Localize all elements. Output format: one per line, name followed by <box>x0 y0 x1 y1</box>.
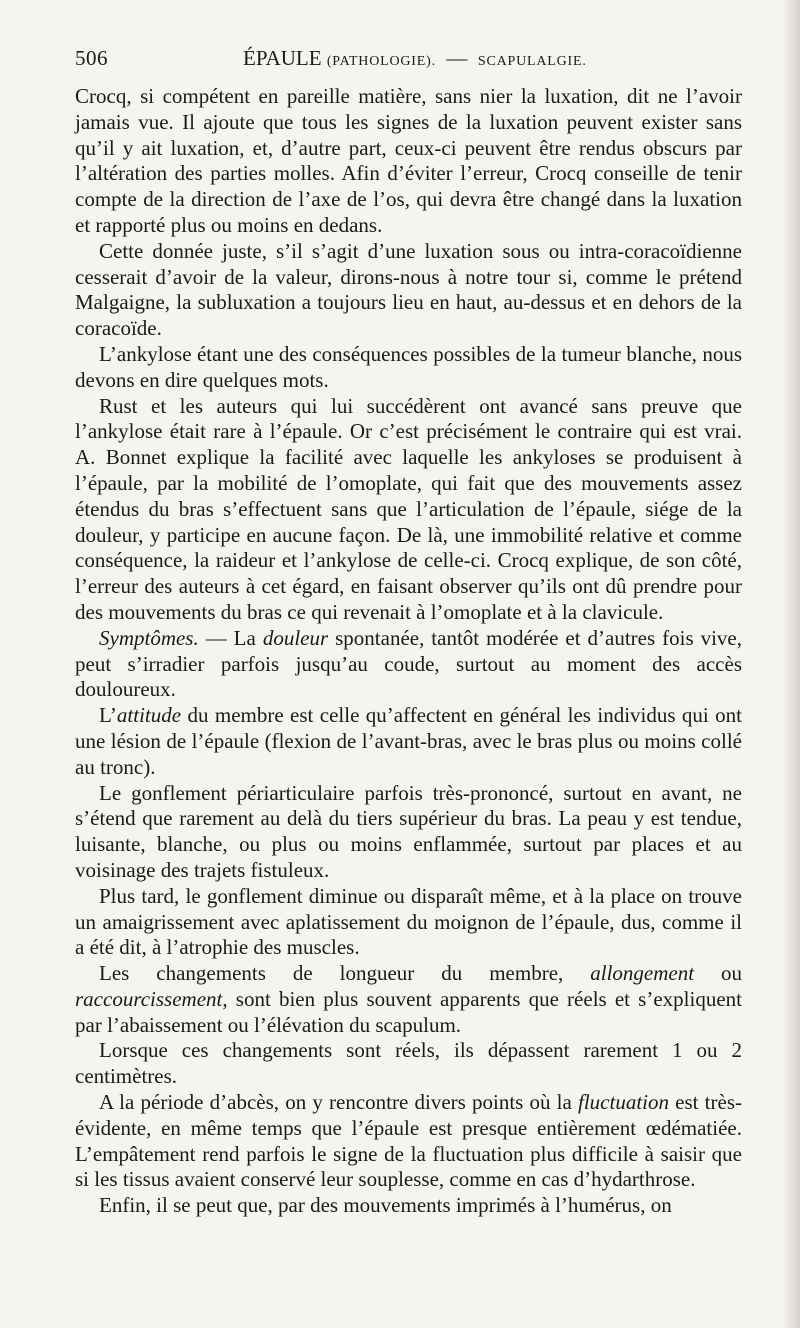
paragraph-text: Enfin, il se peut que, par des mouvements imprimés à l’humérus, on <box>99 1193 672 1218</box>
italic-term: fluctuation <box>578 1090 669 1115</box>
paragraph-text: A la période d’abcès, on y rencontre divers points où la <box>99 1090 578 1115</box>
italic-term: douleur <box>262 625 329 650</box>
paragraph-text: est très-évidente, en même temps que l’épaule est presque entièrement œdématiée. L’empâtement rend parfois le signe de la fluctuation plus difficile à saisir que si les tissus avaient conservé leur souplesse, comme en cas d’hydarthrose. <box>75 1090 742 1192</box>
header-section: (PATHOLOGIE). <box>326 54 436 69</box>
paragraph-text: Crocq, si compétent en pareille matière, sans nier la luxation, dit ne l’avoir jamais vue. Il ajoute que tous les signes de la luxation peuvent exister sans qu’il y ait luxation, et, d’autre part, ceux-ci peuvent être rendus obscurs par l’altération des parties molles. Afin d’éviter l’erreur, Crocq conseille de tenir compte de la direction de l’axe de l’os, qui devra être changé dans la luxation et rapporté plus ou moins en dedans. <box>75 84 742 237</box>
paragraph-9 <box>75 961 742 1038</box>
italic-term: attitude <box>116 703 182 728</box>
paragraph-2 <box>75 239 742 342</box>
paragraph-text: du membre est celle qu’affectent en général les individus qui ont une lésion de l’épaule (flexion de l’avant-bras, avec le bras plus ou moins collé au tronc). <box>75 703 742 779</box>
italic-term: raccourcissement <box>75 986 223 1011</box>
paragraph-5 <box>75 626 742 703</box>
paragraph-12 <box>75 1193 742 1219</box>
paragraph-text: Plus tard, le gonflement diminue ou disparaît même, et à la place on trouve un amaigrissement avec aplatissement du moignon de l’épaule, dus, comme il a été dit, à l’atrophie des muscles. <box>75 883 742 960</box>
page-number: 506 <box>75 46 108 70</box>
running-header <box>75 46 740 76</box>
paragraph-text: Le gonflement périarticulaire parfois très-prononcé, surtout en avant, ne s’étend que rarement au delà du tiers supérieur du bras. La peau y est tendue, luisante, blanche, ou plus ou moins enflammée, surtout par places et au voisinage des trajets fistuleux. <box>75 780 742 882</box>
paragraph-text: spontanée, tantôt modérée et d’autres fois vive, peut s’irradier parfois jusqu’au coude, surtout au moment des accès douloureux. <box>75 625 742 702</box>
paragraph-text: Cette donnée juste, s’il s’agit d’une luxation sous ou intra-coracoïdienne cesserait d’avoir de la valeur, dirons-nous à notre tour si, comme le prétend Malgaigne, la subluxation a toujours lieu en haut, au-dessus et en dehors de la coracoïde. <box>75 238 742 341</box>
paragraph-4 <box>75 394 742 626</box>
paragraph-10 <box>75 1038 742 1090</box>
paragraph-6 <box>75 703 742 780</box>
paragraph-3 <box>75 342 742 394</box>
paragraph-text: L’ankylose étant une des conséquences possibles de la tumeur blanche, nous devons en dire quelques mots. <box>75 341 742 392</box>
paragraph-text: Rust et les auteurs qui lui succédèrent ont avancé sans preuve que l’ankylose était rare à l’épaule. Or c’est précisément le contraire qui est vrai. A. Bonnet explique la facilité avec laquelle les ankyloses se produisent à l’épaule, par la mobilité de l’omoplate, qui fait que des mouvements assez étendus du bras s’effectuent sans que l’articulation de l’épaule, siége de la douleur, y participe en aucune façon. De là, une immobilité relative et comme conséquence, la raideur et l’ankylose de celle-ci. Crocq explique, de son côté, l’erreur des auteurs à cet égard, en faisant observer qu’ils ont dû prendre pour des mouvements du bras ce qui revenait à l’omoplate et à la clavicule. <box>75 393 742 624</box>
body-text <box>75 84 742 1219</box>
section-heading-symptomes: Symptômes. <box>99 625 199 650</box>
paragraph-text: ou <box>694 961 743 986</box>
paragraph-text: , sont bien plus souvent apparents que réels et s’expliquent par l’abaissement ou l’élévation du scapulum. <box>75 986 742 1037</box>
header-topic: SCAPULALGIE. <box>477 54 587 69</box>
paragraph-text: Les changements de longueur du membre, <box>99 961 591 986</box>
page-edge-shadow <box>782 0 800 1328</box>
paragraph-7 <box>75 781 742 884</box>
italic-term: allongement <box>590 961 695 986</box>
paragraph-text: — La <box>198 625 263 650</box>
paragraph-8 <box>75 884 742 961</box>
paragraph-text: L’ <box>99 703 117 728</box>
paragraph-1 <box>75 84 742 239</box>
header-title: ÉPAULE <box>243 46 322 70</box>
paragraph-text: Lorsque ces changements sont réels, ils dépassent rarement 1 ou 2 centimètres. <box>75 1038 742 1089</box>
header-separator: — <box>446 46 468 70</box>
paragraph-11 <box>75 1090 742 1193</box>
running-title <box>243 46 587 71</box>
